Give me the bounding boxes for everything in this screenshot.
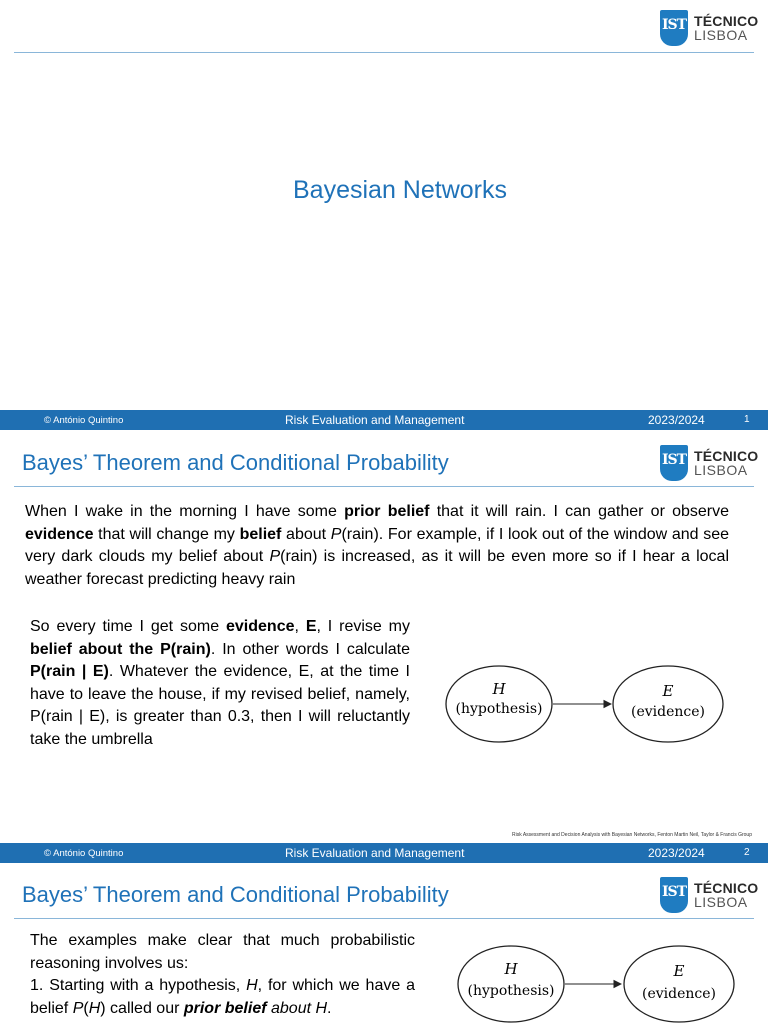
intro-paragraph: When I wake in the morning I have some prior belief that it will rain. I can gather or observe evidence that will change my belief about P(rain). For example, if I look out of the window and see very dark clouds my belief about P(rain) is increased, as it will be even more so if I hear a local weather forecast predicting heavy rain [25, 503, 730, 588]
footer-course: Risk Evaluation and Management [285, 413, 465, 427]
logo-line2: LISBOA [694, 27, 748, 43]
bayes-diagram [443, 660, 743, 750]
page-number: 2 [744, 847, 750, 858]
logo: IST TÉCNICO LISBOA [660, 877, 758, 913]
header-divider [14, 918, 754, 919]
footer-bar [0, 410, 768, 430]
evidence-label: (evidence) [631, 704, 705, 720]
footer-author: © António Quintino [44, 415, 124, 426]
logo: IST TÉCNICO LISBOA [660, 445, 758, 481]
logo-line1: TÉCNICO [694, 13, 759, 29]
bayes-diagram [455, 940, 755, 1024]
footer-year: 2023/2024 [648, 413, 705, 427]
evidence-symbol: E [662, 682, 674, 700]
evidence-paragraph: So every time I get some evidence, E, I revise my belief about the P(rain). In other words I calculate P(rain | E). Whatever the evidence, E, at the time I have to leave the house, if my revised belief, namely, P(rain | E), is greater than 0.3, then I will reluctantly take the umbrella [30, 618, 411, 748]
citation: Risk Assessment and Decision Analysis with Bayesian Networks, Fenton Martin Neil, Taylor & Francis Group [511, 832, 752, 838]
svg-text:H: H [504, 960, 518, 978]
page-title: Bayesian Networks [293, 176, 507, 204]
svg-text:(evidence): (evidence) [642, 986, 716, 1002]
evidence-node [624, 946, 734, 1022]
footer-bar: © António Quintino Risk Evaluation and Management 2023/2024 2 [0, 843, 768, 863]
header-divider [14, 52, 754, 53]
slide-title: Bayes’ Theorem and Conditional Probability [22, 882, 449, 907]
svg-text:(hypothesis): (hypothesis) [467, 983, 555, 999]
hypothesis-label: (hypothesis) [455, 701, 543, 717]
hypothesis-symbol: H [492, 680, 506, 698]
page-number: 1 [744, 414, 750, 425]
logo [660, 10, 758, 46]
svg-text:E: E [673, 962, 685, 980]
reasoning-paragraph: The examples make clear that much probabilistic reasoning involves us: 1. Starting with a hypothesis, H, for which we have a belief P(H) called our prior belief about H. [30, 932, 416, 1017]
ist-shield-icon: IST [660, 10, 688, 46]
ist-shield-icon: IST [660, 877, 688, 913]
ist-shield-icon: IST [660, 445, 688, 481]
header-divider [14, 486, 754, 487]
slide-title: Bayes’ Theorem and Conditional Probability [22, 450, 449, 475]
